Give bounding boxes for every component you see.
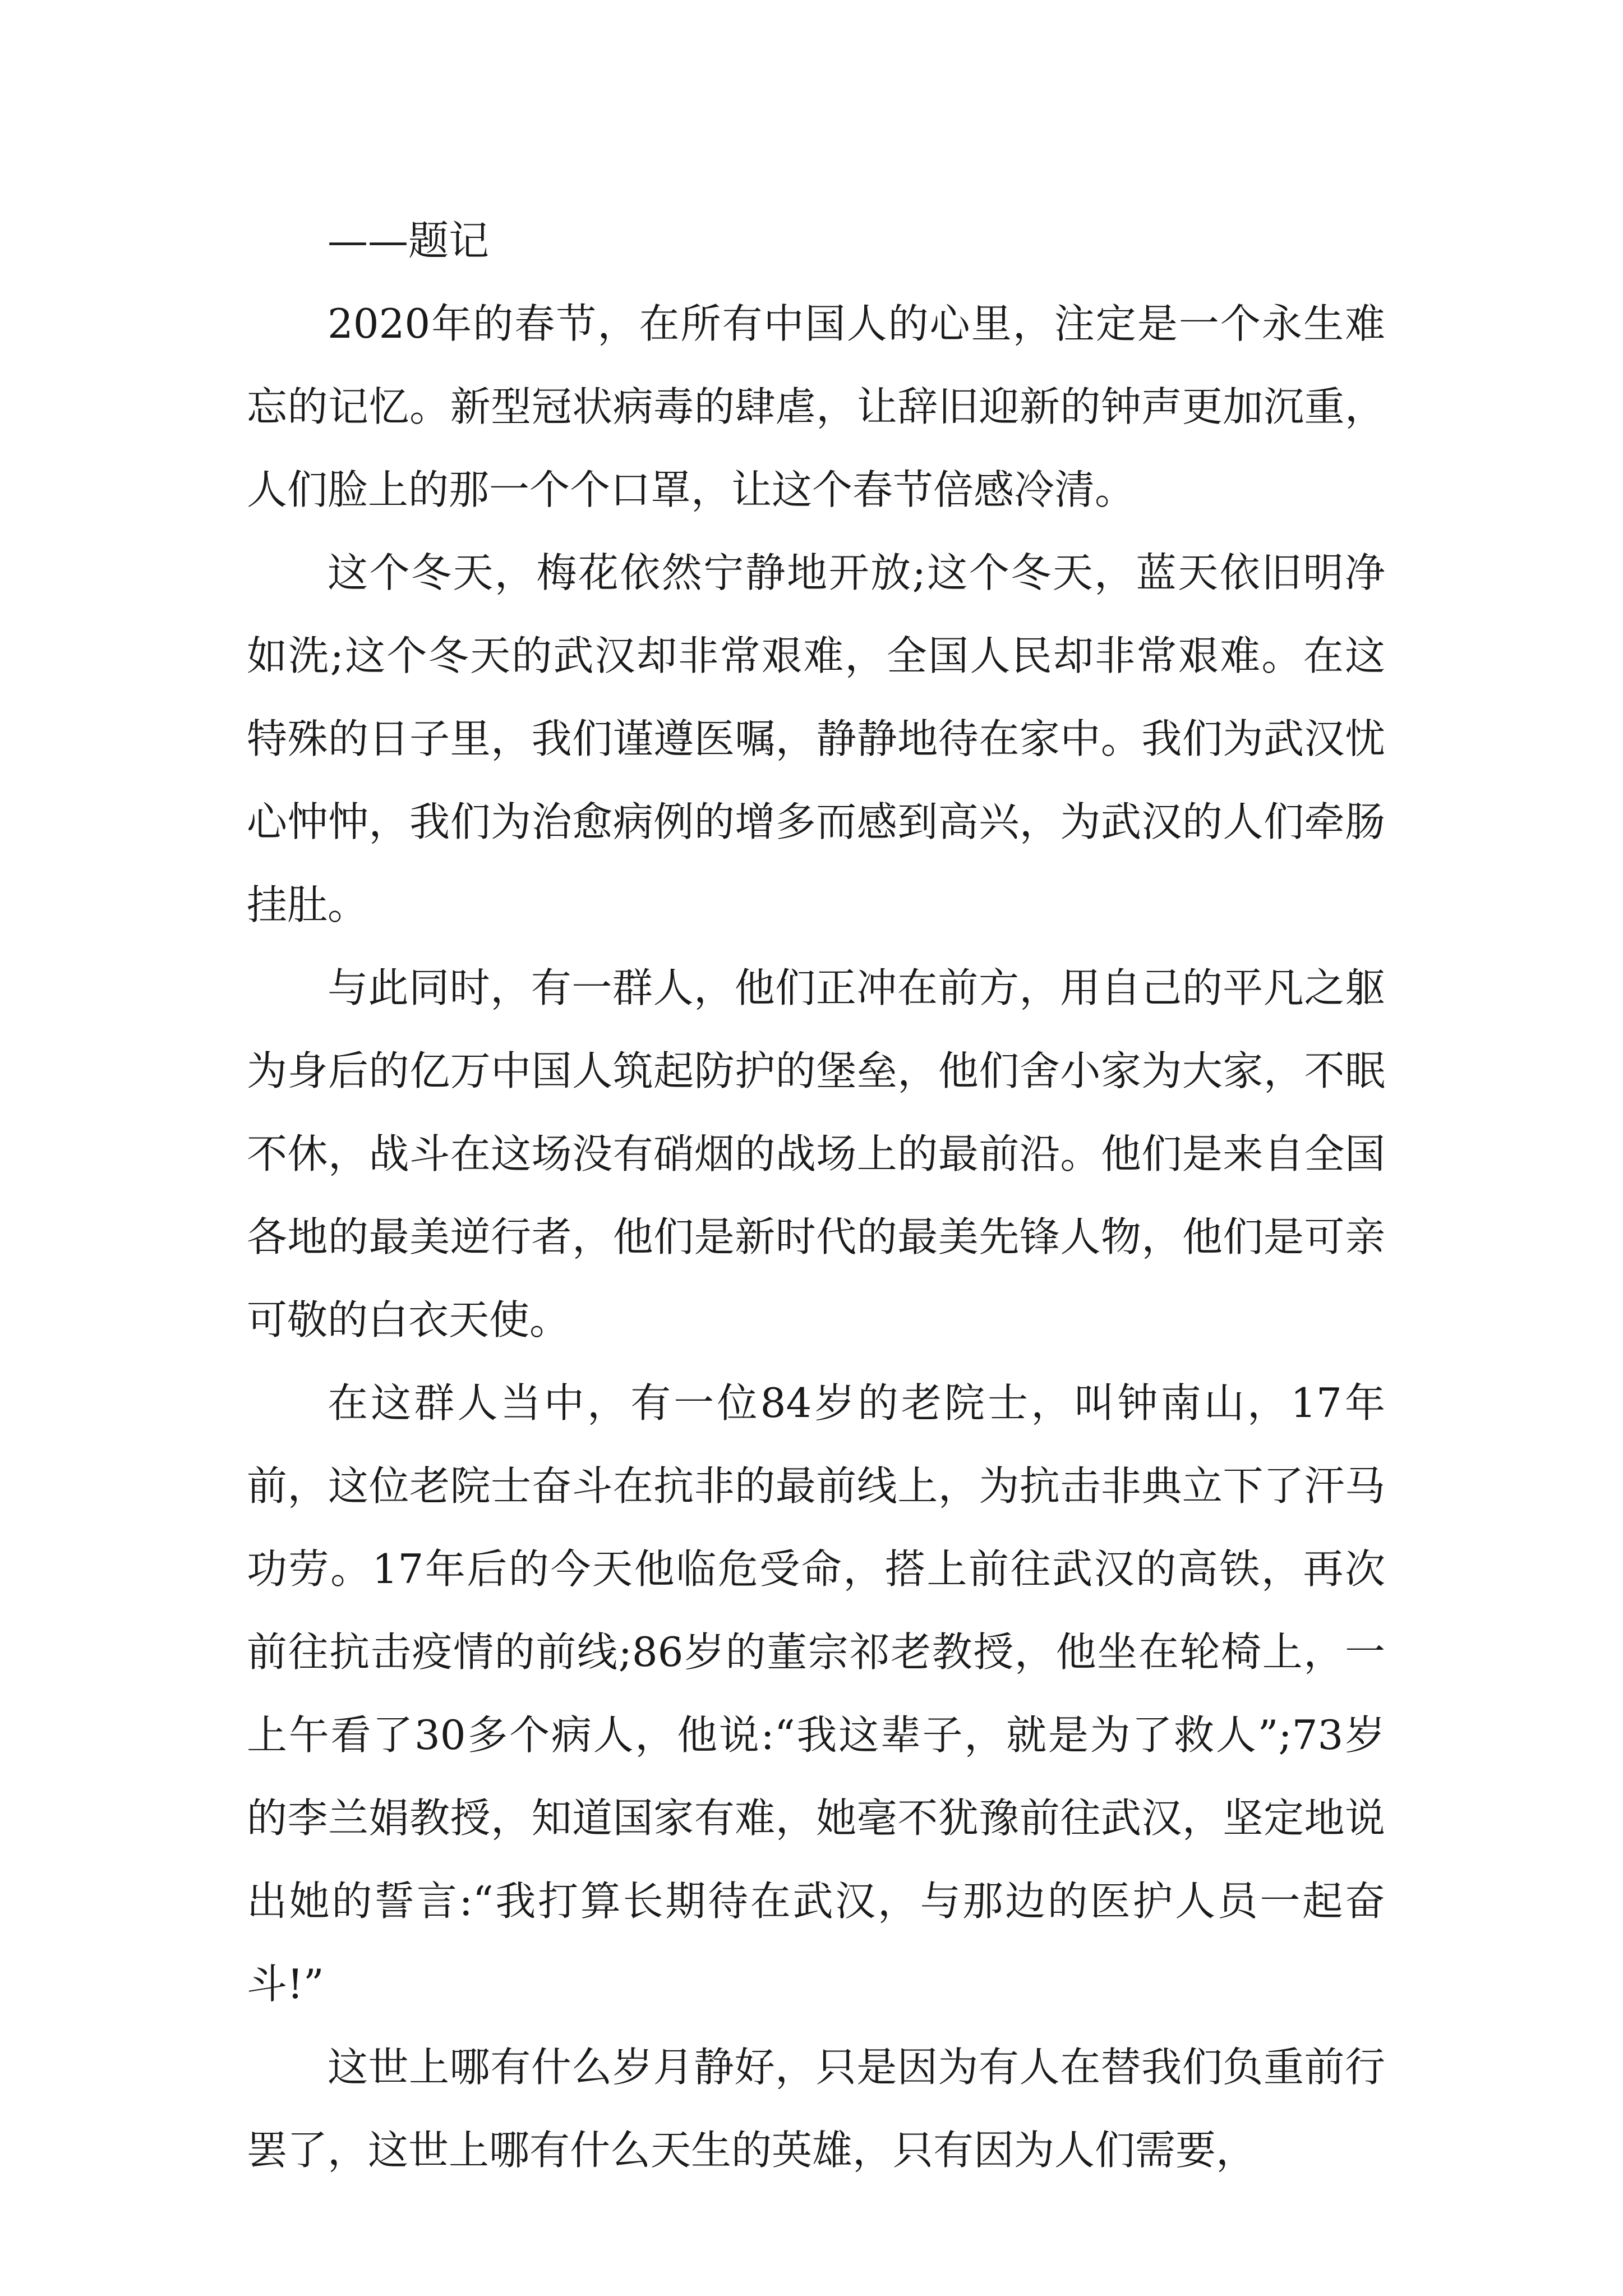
paragraph-closing: 这世上哪有什么岁月静好，只是因为有人在替我们负重前行罢了，这世上哪有什么天生的英雄，只有因为人们需要， <box>247 2044 1385 2174</box>
paragraph-spring-festival: 2020年的春节，在所有中国人的心里，注定是一个永生难忘的记忆。新型冠状病毒的肆虐，让辞旧迎新的钟声更加沉重，人们脸上的那一个个口罩，让这个春节倍感冷清。 <box>247 300 1385 513</box>
inscription: ——题记 <box>328 217 490 264</box>
paragraph-experts: 在这群人当中，有一位84岁的老院士，叫钟南山，17年前，这位老院士奋斗在抗非的最前线上，为抗击非典立下了汗马功劳。17年后的今天他临危受命，搭上前往武汉的高铁，再次前往抗击疫情的前线;86岁的董宗祁老教授，他坐在轮椅上，一上午看了30多个病人，他说:“我这辈子，就是为了救人”;73岁的李兰娟教授，知道国家有难，她毫不犹豫前往武汉，坚定地说出她的誓言:“我打算长期待在武汉，与那边的医护人员一起奋斗!” <box>247 1379 1385 2008</box>
paragraph-frontline-heroes: 与此同时，有一群人，他们正冲在前方，用自己的平凡之躯为身后的亿万中国人筑起防护的堡垒，他们舍小家为大家，不眠不休，战斗在这场没有硝烟的战场上的最前沿。他们是来自全国各地的最美逆行者，他们是新时代的最美先锋人物，他们是可亲可敬的白衣天使。 <box>247 964 1385 1343</box>
document-body <box>247 199 1385 2192</box>
paragraph-winter-wuhan: 这个冬天，梅花依然宁静地开放;这个冬天，蓝天依旧明净如洗;这个冬天的武汉却非常艰难，全国人民却非常艰难。在这特殊的日子里，我们谨遵医嘱，静静地待在家中。我们为武汉忧心忡忡，我们为治愈病例的增多而感到高兴，为武汉的人们牵肠挂肚。 <box>247 549 1385 928</box>
